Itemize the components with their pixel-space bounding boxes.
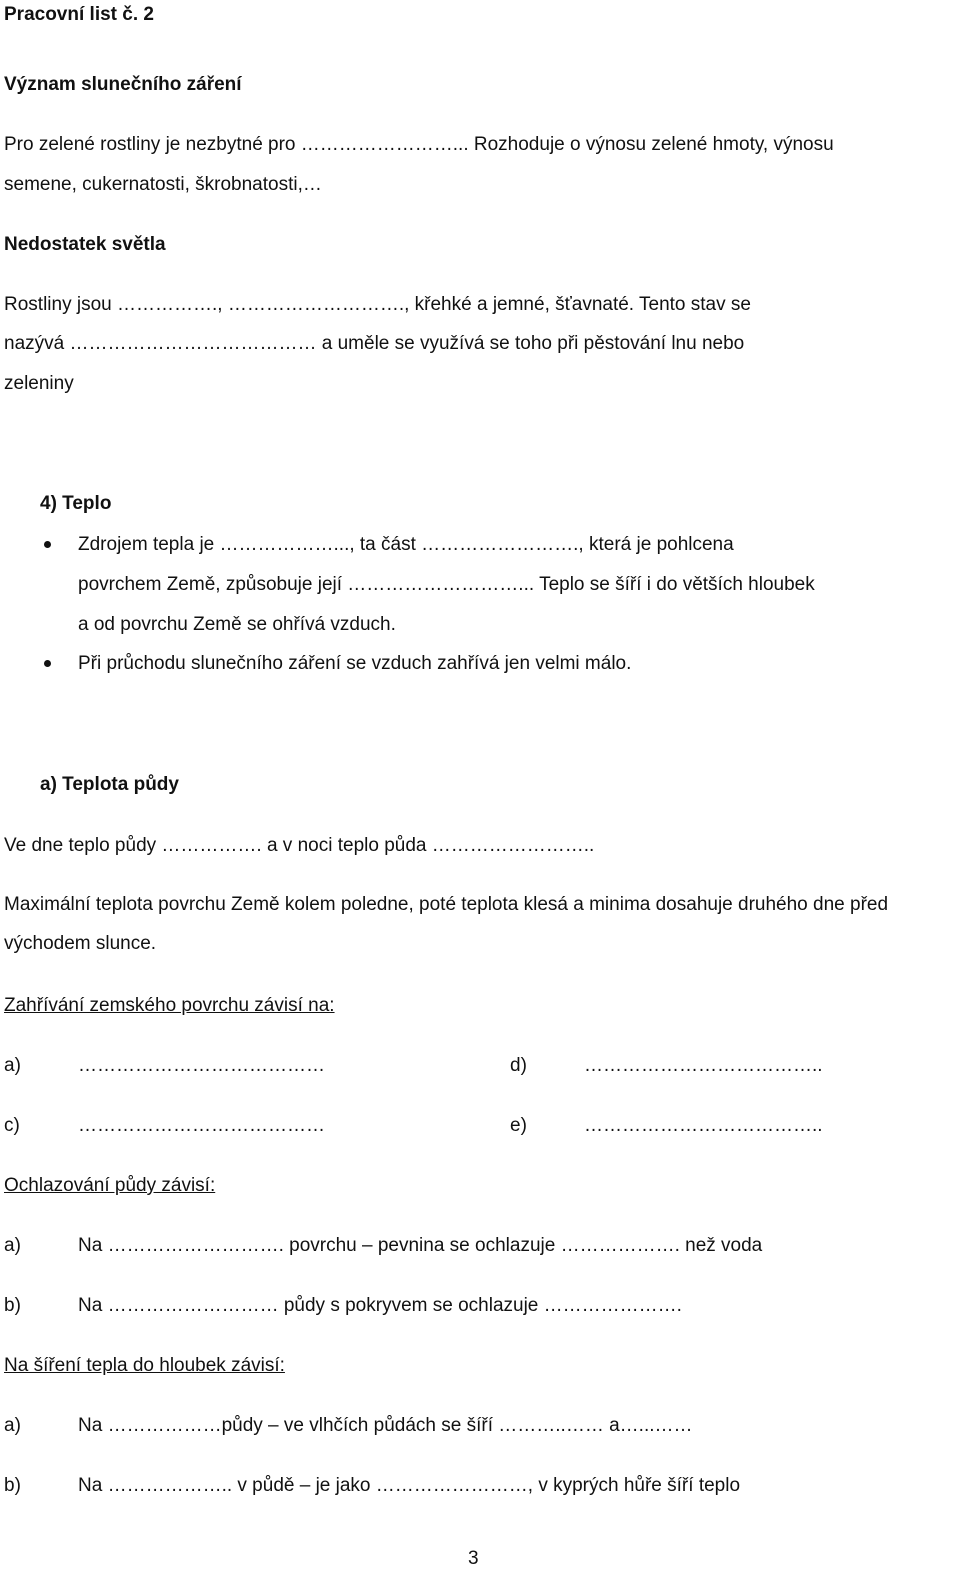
list-label: e) xyxy=(510,1115,527,1136)
list-item-text: Na ……………………… půdy s pokryvem se ochlazuje …………………. xyxy=(78,1295,682,1316)
section-heading-vyznam: Význam slunečního záření xyxy=(4,74,242,95)
blank-fill: ………………………………… xyxy=(78,1115,325,1136)
list-label: a) xyxy=(4,1055,21,1076)
list-label: a) xyxy=(4,1415,21,1436)
paragraph-line: semene, cukernatosti, škrobnatosti,… xyxy=(4,174,322,195)
list-item-text: Na ………………………. povrchu – pevnina se ochlazuje ………………. než voda xyxy=(78,1235,763,1256)
paragraph-line: zeleniny xyxy=(4,373,74,394)
list-item-text: Na ………………půdy – ve vlhčích půdách se šíří ………..…… a…...…… xyxy=(78,1415,693,1436)
subheading-zahrivani: Zahřívání zemského povrchu závisí na: xyxy=(4,995,335,1016)
list-label: b) xyxy=(4,1295,21,1316)
subheading-sireni: Na šíření tepla do hloubek závisí: xyxy=(4,1355,285,1376)
paragraph-line: Pro zelené rostliny je nezbytné pro ……………………... Rozhoduje o výnosu zelené hmoty, výnosu xyxy=(4,134,834,155)
paragraph-line: Maximální teplota povrchu Země kolem poledne, poté teplota klesá a minima dosahuje druhého dne před xyxy=(4,894,889,915)
section-heading-nedostatek: Nedostatek světla xyxy=(4,234,166,255)
list-item-text: Na ……………….. v půdě – je jako ……………………, v kyprých hůře šíří teplo xyxy=(78,1475,741,1496)
section-heading-teplo: 4) Teplo xyxy=(40,493,112,514)
blank-fill: ……………………………….. xyxy=(584,1115,823,1136)
bullet-line: Zdrojem tepla je ………………..., ta část ……………………., která je pohlcena xyxy=(78,534,734,555)
bullet-line: Při průchodu slunečního záření se vzduch zahřívá jen velmi málo. xyxy=(78,653,632,674)
paragraph-line: Rostliny jsou ……………., ………………………., křehké a jemné, šťavnaté. Tento stav se xyxy=(4,294,751,315)
bullet-line: a od povrchu Země se ohřívá vzduch. xyxy=(78,614,396,635)
bullet-line: povrchem Země, způsobuje její ………………………... Teplo se šíří i do větších hloubek xyxy=(78,574,815,595)
list-label: d) xyxy=(510,1055,527,1076)
list-label: b) xyxy=(4,1475,21,1496)
list-label: c) xyxy=(4,1115,20,1136)
paragraph-line: Ve dne teplo půdy ……………. a v noci teplo půda …………………….. xyxy=(4,835,595,856)
blank-fill: ………………………………… xyxy=(78,1055,325,1076)
bullet-icon xyxy=(44,660,51,667)
page-number: 3 xyxy=(468,1548,479,1569)
bullet-icon xyxy=(44,541,51,548)
list-label: a) xyxy=(4,1235,21,1256)
section-heading-teplota-pudy: a) Teplota půdy xyxy=(40,774,179,795)
paragraph-line: východem slunce. xyxy=(4,933,157,954)
page-title: Pracovní list č. 2 xyxy=(4,4,154,25)
paragraph-line: nazývá ………………………………… a uměle se využívá se toho při pěstování lnu nebo xyxy=(4,333,745,354)
blank-fill: ……………………………….. xyxy=(584,1055,823,1076)
subheading-ochlazovani: Ochlazování půdy závisí: xyxy=(4,1175,216,1196)
